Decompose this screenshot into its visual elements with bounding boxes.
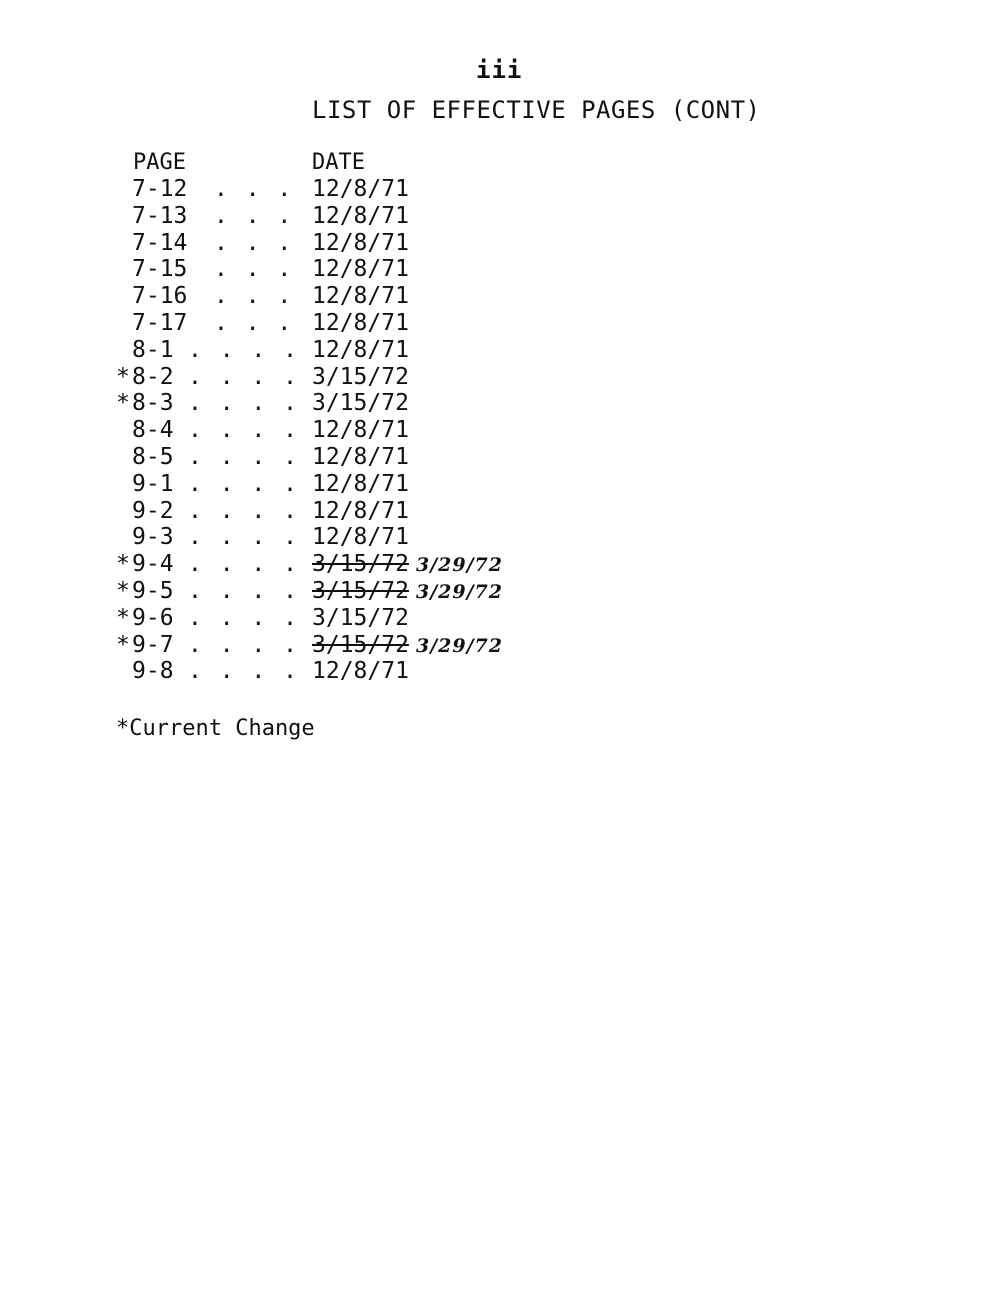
effective-date: 12/8/71 [312, 470, 409, 497]
list-item [0, 605, 1000, 632]
list-item [0, 417, 1000, 444]
effective-pages-list [0, 176, 1000, 685]
change-marker: * [116, 390, 130, 417]
effective-date: 12/8/71 [312, 524, 409, 551]
dot-leader: . . . . [188, 524, 299, 551]
change-marker: * [116, 363, 130, 390]
page-ref: 8-3 [132, 390, 174, 417]
column-header-page: PAGE [133, 150, 186, 175]
list-item [0, 444, 1000, 471]
page-ref: 7-16 [132, 283, 188, 310]
change-marker: * [116, 577, 130, 604]
list-item [0, 524, 1000, 551]
list-item [0, 632, 1000, 659]
page-ref: 9-6 [132, 604, 174, 631]
page-ref: 9-4 [132, 551, 174, 578]
dot-leader: . . . . [188, 604, 299, 631]
list-item [0, 230, 1000, 257]
effective-date: 12/8/71 [312, 283, 409, 310]
dot-leader: . . . [214, 229, 294, 256]
page-ref: 7-15 [132, 256, 188, 283]
page-ref: 8-1 [132, 336, 174, 363]
effective-date: 12/8/71 [312, 658, 409, 685]
list-item [0, 390, 1000, 417]
dot-leader: . . . [214, 176, 294, 202]
effective-date: 3/15/72 [312, 631, 409, 658]
dot-leader: . . . [214, 283, 294, 310]
effective-date: 3/15/72 [312, 577, 409, 604]
effective-date: 12/8/71 [312, 176, 409, 202]
dot-leader: . . . . [188, 417, 299, 444]
list-item [0, 310, 1000, 337]
dot-leader: . . . . [188, 497, 299, 524]
handwritten-date: 3/29/72 [416, 580, 503, 603]
dot-leader: . . . . [188, 336, 299, 363]
handwritten-date: 3/29/72 [416, 634, 503, 657]
change-marker: * [116, 604, 130, 631]
effective-date: 12/8/71 [312, 417, 409, 444]
effective-date: 12/8/71 [312, 336, 409, 363]
dot-leader: . . . . [188, 390, 299, 417]
page-ref: 9-8 [132, 658, 174, 685]
dot-leader: . . . . [188, 658, 299, 685]
list-item [0, 203, 1000, 230]
dot-leader: . . . [214, 309, 294, 336]
list-item [0, 551, 1000, 578]
page-title: LIST OF EFFECTIVE PAGES (CONT) [312, 96, 761, 124]
effective-date: 3/15/72 [312, 363, 409, 390]
list-item [0, 283, 1000, 310]
change-marker: * [116, 631, 130, 658]
list-item [0, 364, 1000, 391]
page-ref: 7-12 [132, 176, 188, 202]
dot-leader: . . . . [188, 631, 299, 658]
page-ref: 8-4 [132, 417, 174, 444]
effective-date: 12/8/71 [312, 202, 409, 229]
footnote: *Current Change [116, 716, 315, 741]
page-number: iii [476, 56, 523, 84]
page-ref: 9-2 [132, 497, 174, 524]
page-ref: 9-7 [132, 631, 174, 658]
effective-date: 3/15/72 [312, 551, 409, 578]
dot-leader: . . . . [188, 577, 299, 604]
page-ref: 8-5 [132, 443, 174, 470]
effective-date: 3/15/72 [312, 390, 409, 417]
page-ref: 9-5 [132, 577, 174, 604]
column-header-date: DATE [312, 150, 365, 175]
page-ref: 9-1 [132, 470, 174, 497]
dot-leader: . . . [214, 256, 294, 283]
list-item [0, 471, 1000, 498]
effective-date: 12/8/71 [312, 443, 409, 470]
effective-date: 12/8/71 [312, 309, 409, 336]
list-item [0, 658, 1000, 685]
list-item [0, 337, 1000, 364]
list-item [0, 176, 1000, 203]
list-item [0, 256, 1000, 283]
effective-date: 12/8/71 [312, 497, 409, 524]
page-ref: 7-14 [132, 229, 188, 256]
page-ref: 9-3 [132, 524, 174, 551]
dot-leader: . . . . [188, 551, 299, 578]
list-item [0, 498, 1000, 525]
effective-date: 3/15/72 [312, 604, 409, 631]
dot-leader: . . . . [188, 363, 299, 390]
handwritten-date: 3/29/72 [416, 554, 503, 577]
page-ref: 7-13 [132, 202, 188, 229]
effective-date: 12/8/71 [312, 229, 409, 256]
list-item [0, 578, 1000, 605]
dot-leader: . . . . [188, 443, 299, 470]
page-ref: 7-17 [132, 309, 188, 336]
dot-leader: . . . . [188, 470, 299, 497]
page-ref: 8-2 [132, 363, 174, 390]
effective-date: 12/8/71 [312, 256, 409, 283]
change-marker: * [116, 551, 130, 578]
dot-leader: . . . [214, 202, 294, 229]
